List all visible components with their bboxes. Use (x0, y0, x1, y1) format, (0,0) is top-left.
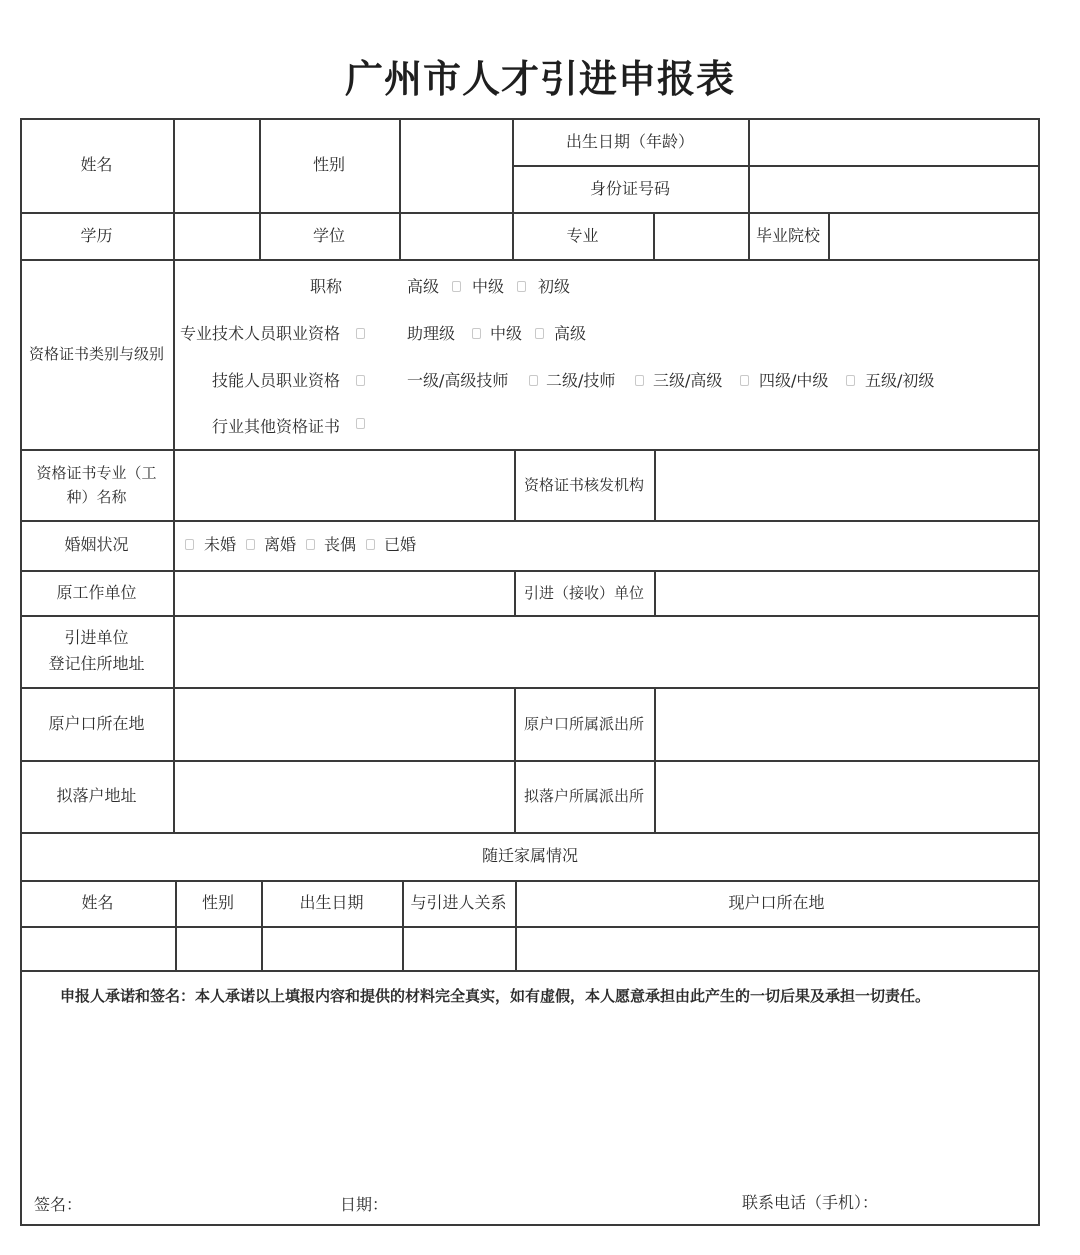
label-registered-address (20, 615, 173, 687)
qual-professional-option: 助理级 (407, 324, 456, 343)
planned-hukou-field[interactable] (173, 760, 514, 832)
checkbox[interactable] (452, 281, 461, 292)
qual-skill-option: 三级/高级 (653, 371, 723, 390)
family-col-hukou: 现户口所在地 (728, 893, 825, 913)
marital-option: 离婚 (264, 535, 297, 554)
label-qualification-type-level: 资格证书类别与级别 (28, 345, 164, 363)
checkbox[interactable] (846, 375, 855, 386)
application-form (20, 118, 1040, 1226)
label-name: 姓名 (80, 155, 113, 175)
qual-skill-option: 二级/技师 (546, 371, 616, 390)
checkbox[interactable] (635, 375, 644, 386)
receiving-unit-field[interactable] (654, 570, 1038, 615)
family-birth-date-field[interactable] (261, 926, 402, 970)
label-cert-major-line2: 种）名称 (66, 487, 127, 506)
label-registered-address-line1: 引进单位 (64, 628, 129, 648)
checkbox[interactable] (517, 281, 526, 292)
label-gender: 性别 (312, 155, 345, 175)
marital-option: 已婚 (384, 535, 417, 554)
label-former-employer: 原工作单位 (56, 582, 137, 602)
line-h (20, 970, 1040, 972)
name-field[interactable] (173, 118, 259, 212)
cert-major-field[interactable] (173, 449, 514, 520)
qual-title-option: 高级 (407, 277, 440, 296)
label-cert-major-line1: 资格证书专业（工 (36, 463, 157, 482)
checkbox[interactable] (356, 375, 365, 386)
label-major: 专业 (566, 225, 599, 245)
qual-professional-option: 中级 (490, 324, 523, 343)
label-birth-date-age: 出生日期（年龄） (565, 131, 694, 151)
degree-field[interactable] (399, 212, 512, 259)
qual-title-label: 职称 (310, 277, 343, 296)
id-number-field[interactable] (748, 165, 1038, 212)
former-employer-field[interactable] (173, 570, 514, 615)
qual-professional-label: 专业技术人员职业资格 (180, 324, 341, 343)
family-section-header: 随迁家属情况 (481, 846, 578, 866)
birth-date-field[interactable] (748, 118, 1038, 165)
family-col-relationship: 与引进人关系 (410, 893, 507, 913)
label-planned-police-station: 拟落户所属派出所 (523, 787, 644, 805)
date-label: 日期： (340, 1195, 389, 1214)
family-col-name: 姓名 (81, 893, 114, 913)
pledge-statement: 申报人承诺和签名：本人承诺以上填报内容和提供的材料完全真实，如有虚假，本人愿意承担由此产生的一切后果及承担一切责任。 (60, 987, 931, 1005)
qual-title-option: 初级 (538, 277, 571, 296)
signature-label: 签名： (34, 1195, 83, 1214)
qual-skill-option: 五级/初级 (865, 371, 935, 390)
qual-professional-option: 高级 (554, 324, 587, 343)
checkbox[interactable] (185, 539, 194, 550)
label-registered-address-line2: 登记住所地址 (48, 654, 145, 673)
family-col-birth-date: 出生日期 (299, 893, 364, 913)
qual-title-option: 中级 (472, 277, 505, 296)
checkbox[interactable] (529, 375, 538, 386)
gender-field[interactable] (399, 118, 512, 212)
label-education: 学历 (80, 225, 113, 245)
registered-address-field[interactable] (173, 615, 1038, 687)
qual-skill-option: 一级/高级技师 (407, 371, 509, 390)
family-name-field[interactable] (20, 926, 175, 970)
planned-police-station-field[interactable] (654, 760, 1038, 832)
qual-other-label: 行业其他资格证书 (212, 417, 341, 436)
checkbox[interactable] (740, 375, 749, 386)
checkbox[interactable] (472, 328, 481, 339)
form-title: 广州市人才引进申报表 (344, 57, 735, 101)
major-field[interactable] (653, 212, 748, 259)
family-hukou-field[interactable] (515, 926, 1038, 970)
cert-issuer-field[interactable] (654, 449, 1038, 520)
checkbox[interactable] (356, 328, 365, 339)
family-col-gender: 性别 (201, 893, 234, 913)
qual-skill-option: 四级/中级 (759, 371, 829, 390)
label-id-number: 身份证号码 (589, 178, 670, 198)
border-bottom (20, 1224, 1040, 1226)
qual-skill-label: 技能人员职业资格 (212, 371, 341, 390)
family-gender-field[interactable] (175, 926, 261, 970)
original-police-station-field[interactable] (654, 687, 1038, 760)
checkbox[interactable] (246, 539, 255, 550)
label-marital-status: 婚姻状况 (64, 535, 129, 555)
label-cert-major (20, 449, 173, 520)
family-relationship-field[interactable] (402, 926, 515, 970)
marital-option: 丧偶 (324, 535, 357, 554)
checkbox[interactable] (306, 539, 315, 550)
marital-option: 未婚 (204, 535, 237, 554)
label-graduate-school: 毕业院校 (755, 225, 820, 245)
label-cert-issuer: 资格证书核发机构 (523, 475, 644, 494)
education-field[interactable] (173, 212, 259, 259)
label-receiving-unit: 引进（接收）单位 (523, 583, 644, 602)
label-degree: 学位 (312, 225, 345, 245)
label-original-hukou: 原户口所在地 (48, 713, 145, 733)
phone-label: 联系电话（手机）： (742, 1193, 879, 1212)
original-hukou-field[interactable] (173, 687, 514, 760)
checkbox[interactable] (366, 539, 375, 550)
checkbox[interactable] (356, 418, 365, 429)
checkbox[interactable] (535, 328, 544, 339)
label-planned-hukou: 拟落户地址 (56, 786, 137, 806)
signature-area[interactable] (170, 1018, 1030, 1178)
label-original-police-station: 原户口所属派出所 (523, 714, 644, 733)
border-right (1038, 118, 1040, 1226)
graduate-school-field[interactable] (828, 212, 1038, 259)
